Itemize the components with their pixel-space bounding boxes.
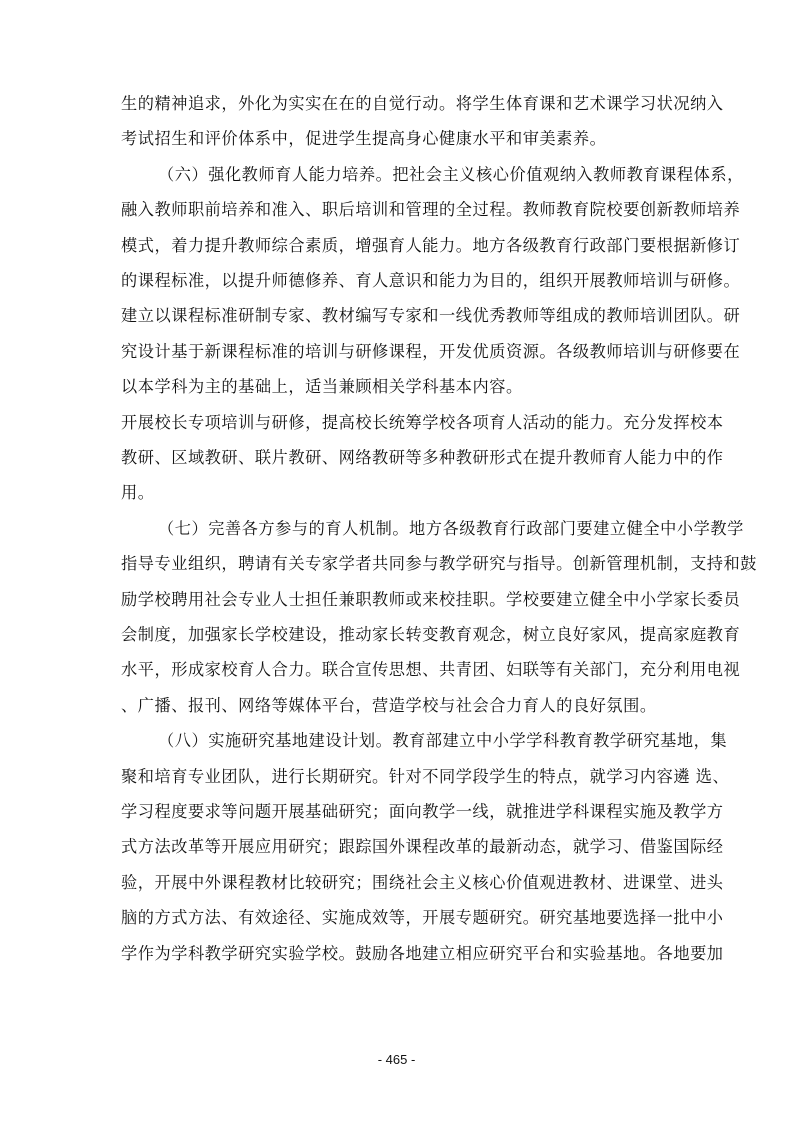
text-line: 究设计基于新课程标准的培训与研修课程，开发优质资源。各级教师培训与研修要在 xyxy=(121,342,741,361)
text-line: 开展校长专项培训与研修，提高校长统筹学校各项育人活动的能力。充分发挥校本 xyxy=(121,413,724,432)
text-line: 会制度，加强家长学校建设，推动家长转变教育观念，树立良好家风，提高家庭教育 xyxy=(121,625,741,644)
text-line: （七）完善各方参与的育人机制。地方各级教育行政部门要建立健全中小学教学 xyxy=(158,519,744,538)
text-line: 模式，着力提升教师综合素质，增强育人能力。地方各级教育行政部门要根据新修订 xyxy=(121,236,741,255)
page-number: - 465 - xyxy=(377,1052,416,1067)
text-line: 以本学科为主的基础上，适当兼顾相关学科基本内容。 xyxy=(121,377,523,396)
text-line: （六）强化教师育人能力培养。把社会主义核心价值观纳入教师教育课程体系， xyxy=(158,165,744,184)
text-line: 建立以课程标准研制专家、教材编写专家和一线优秀教师等组成的教师培训团队。研 xyxy=(121,306,741,325)
text-line: 学作为学科教学研究实验学校。鼓励各地建立相应研究平台和实验基地。各地要加 xyxy=(121,944,724,963)
text-line: 验，开展中外课程教材比较研究；围绕社会主义核心价值观进教材、进课堂、进头 xyxy=(121,873,724,892)
text-line: 考试招生和评价体系中，促进学生提高身心健康水平和审美素养。 xyxy=(121,129,607,148)
text-line: 式方法改革等开展应用研究；跟踪国外课程改革的最新动态，就学习、借鉴国际经 xyxy=(121,837,724,856)
text-line: 用。 xyxy=(121,483,155,502)
text-line: 的课程标准，以提升师德修养、育人意识和能力为目的，组织开展教师培训与研修。 xyxy=(121,271,741,290)
text-line: 生的精神追求，外化为实实在在的自觉行动。将学生体育课和艺术课学习状况纳入 xyxy=(121,94,724,113)
text-line: 、广播、报刊、网络等媒体平台，营造学校与社会合力育人的良好氛围。 xyxy=(121,696,657,715)
text-line: 学习程度要求等问题开展基础研究；面向教学一线，就推进学科课程实施及教学方 xyxy=(121,802,724,821)
text-line: 励学校聘用社会专业人士担任兼职教师或来校挂职。学校要建立健全中小学家长委员 xyxy=(121,590,741,609)
text-line: 脑的方式方法、有效途径、实施成效等，开展专题研究。研究基地要选择一批中小 xyxy=(121,908,724,927)
text-line: 融入教师职前培养和准入、职后培训和管理的全过程。教师教育院校要创新教师培养 xyxy=(121,200,741,219)
text-line: 水平，形成家校育人合力。联合宣传思想、共青团、妇联等有关部门，充分利用电视 xyxy=(121,660,741,679)
text-line: 指导专业组织，聘请有关专家学者共同参与教学研究与指导。创新管理机制，支持和鼓 xyxy=(121,554,758,573)
text-line: （八）实施研究基地建设计划。教育部建立中小学学科教育教学研究基地，集 xyxy=(158,731,728,750)
text-line: 聚和培育专业团队，进行长期研究。针对不同学段学生的特点，就学习内容遴 选、 xyxy=(121,767,730,786)
text-line: 教研、区域教研、联片教研、网络教研等多种教研形式在提升教师育人能力中的作 xyxy=(121,448,724,467)
